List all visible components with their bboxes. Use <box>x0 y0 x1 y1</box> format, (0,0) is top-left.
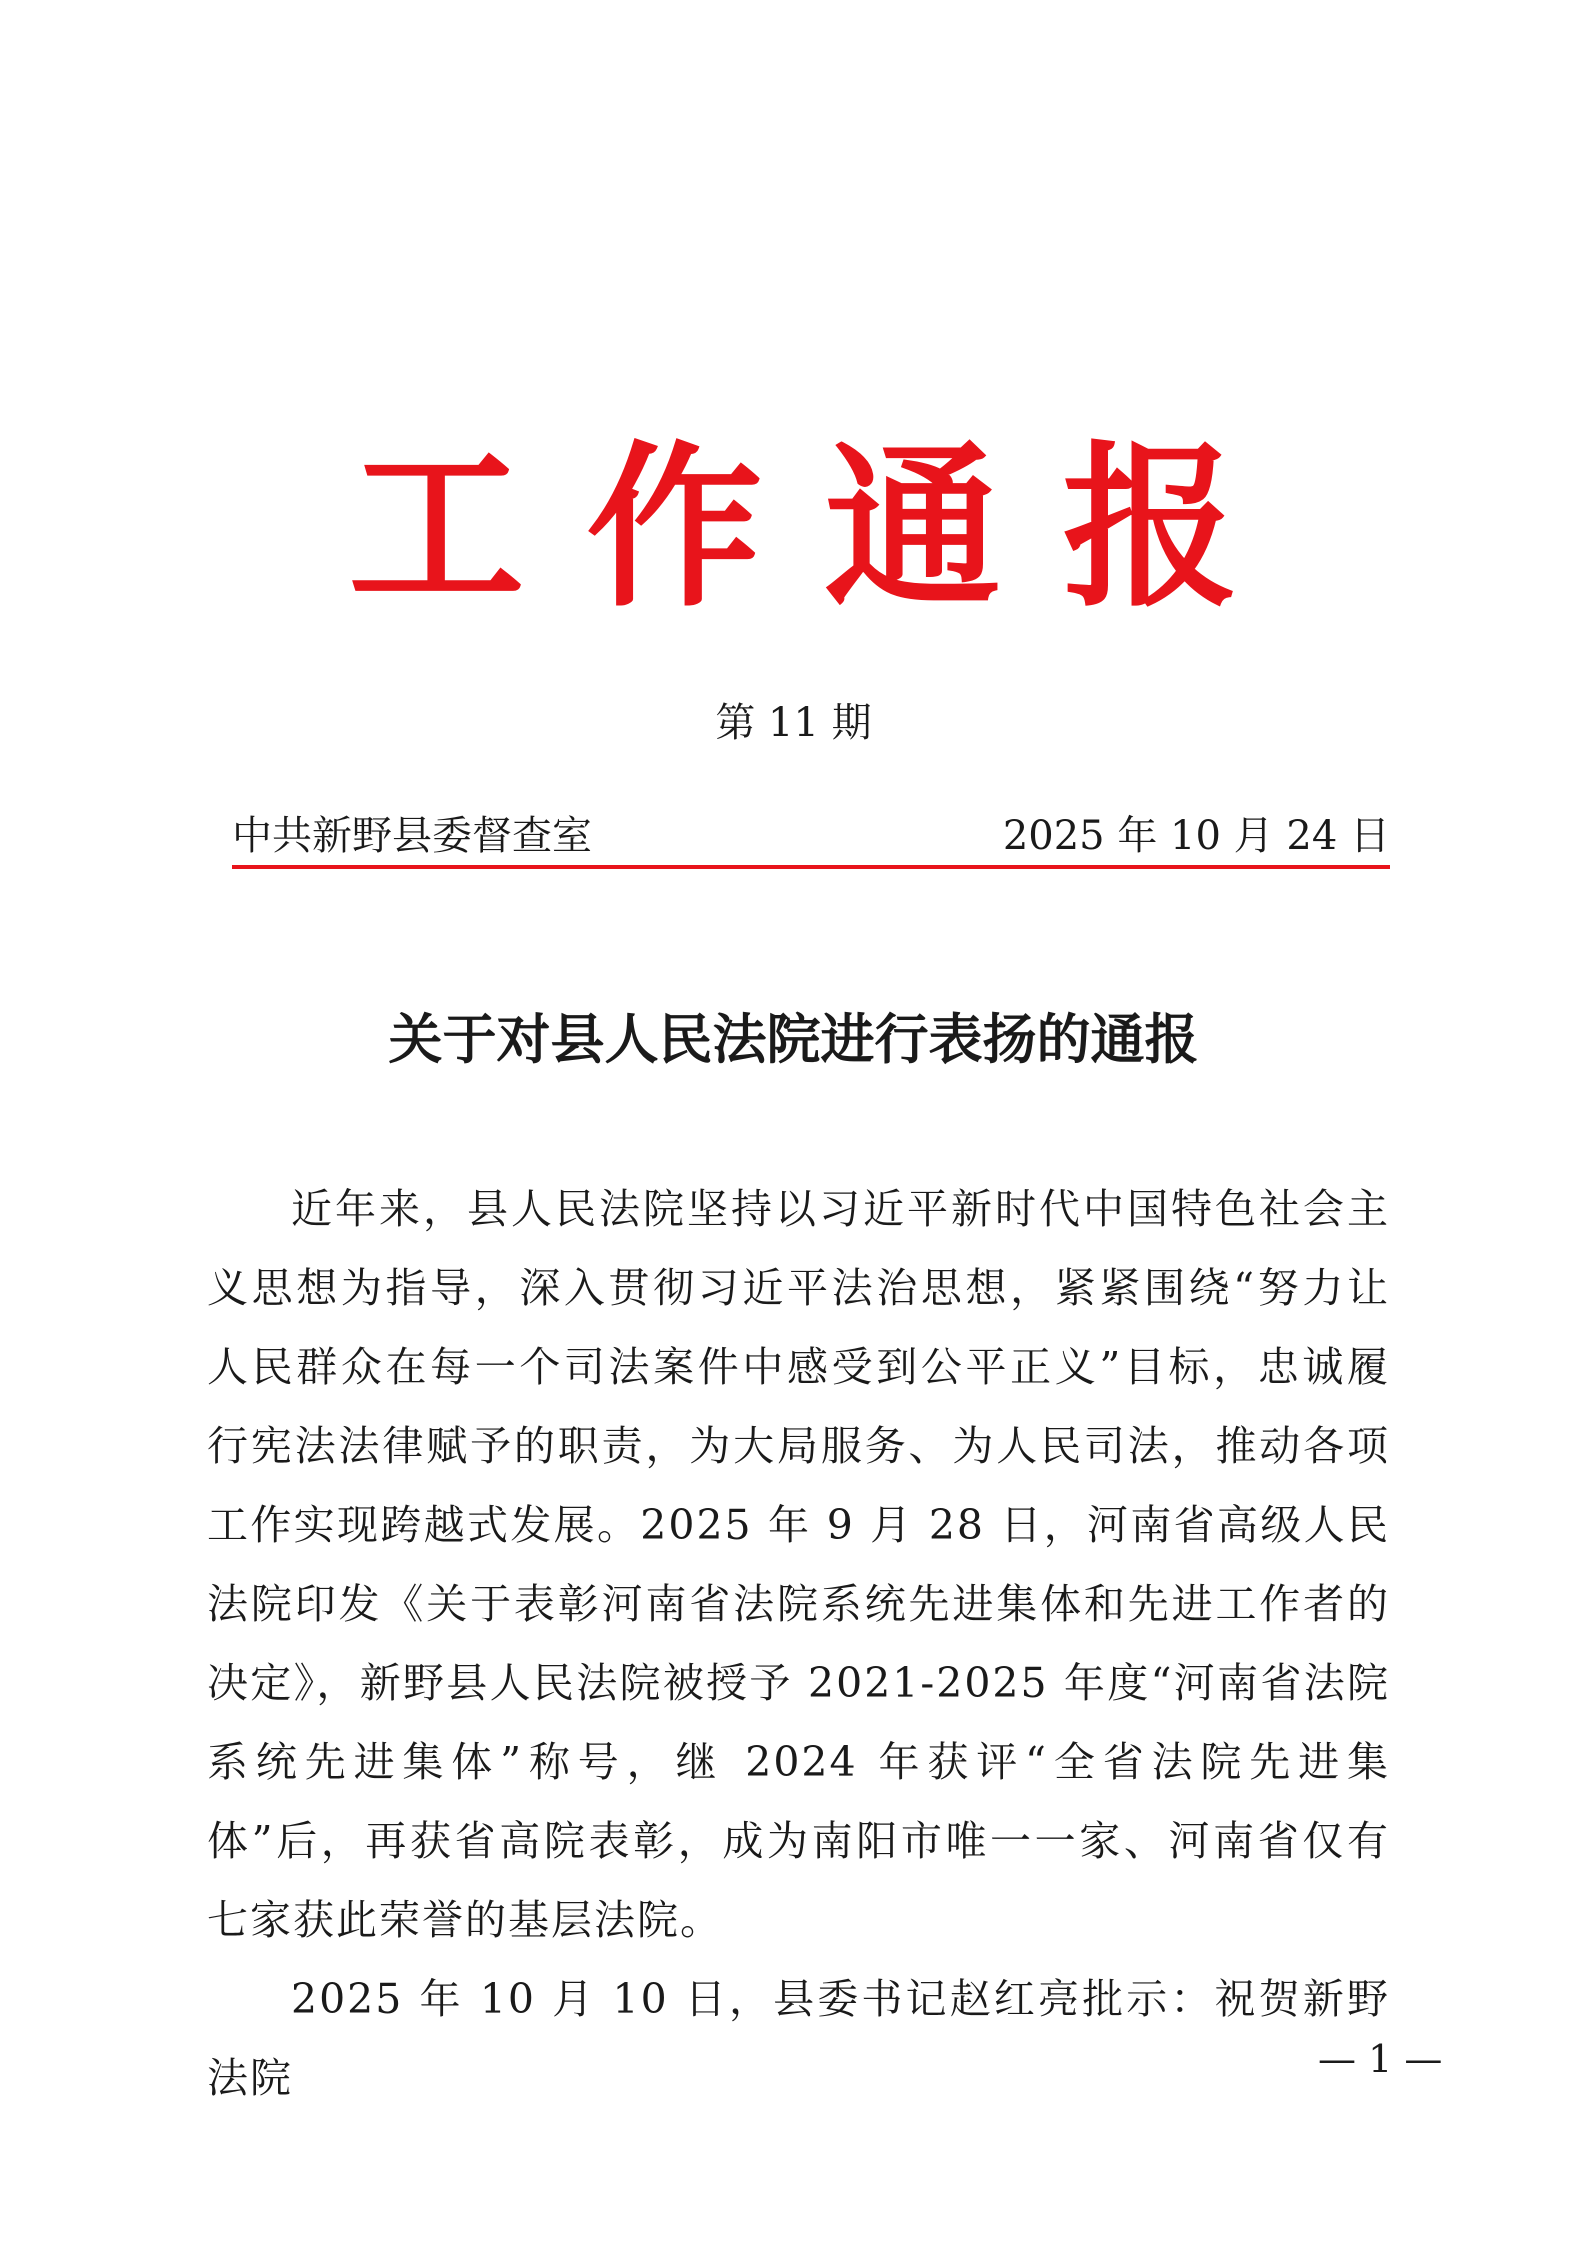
masthead-title: 工作通报 <box>348 424 1301 631</box>
issuing-office: 中共新野县委督查室 <box>232 813 592 859</box>
body-paragraph: 2025 年 10 月 10 日，县委书记赵红亮批示：祝贺新野法院 <box>207 1975 1390 2102</box>
document-header-row <box>232 811 1390 861</box>
document-title: 关于对县人民法院进行表扬的通报 <box>388 1007 1199 1071</box>
red-divider <box>232 865 1390 869</box>
issue-number: 第 11 期 <box>715 700 872 746</box>
body-paragraph: 近年来，县人民法院坚持以习近平新时代中国特色社会主义思想为指导，深入贯彻习近平法治思想，紧紧围绕“努力让人民群众在每一个司法案件中感受到公平正义”目标，忠诚履行宪法法律赋予的职责，为大局服务、为人民司法，推动各项工作实现跨越式发展。2025 年 9 月 28 日，河南省高级人民法院印发《关于表彰河南省法院系统先进集体和先进工作者的决定》，新野县人民法院被授予 2021-2025 年度“河南省法院系统先进集体”称号，继 2024 年获评“全省法院先进集体”后，再获省高院表彰，成为南阳市唯一一家、河南省仅有七家获此荣誉的基层法院。 <box>207 1185 1390 1944</box>
page-number: — 1 — <box>1318 2037 1443 2081</box>
document-body <box>207 1170 1390 2118</box>
issue-date: 2025 年 10 月 24 日 <box>1002 813 1390 859</box>
